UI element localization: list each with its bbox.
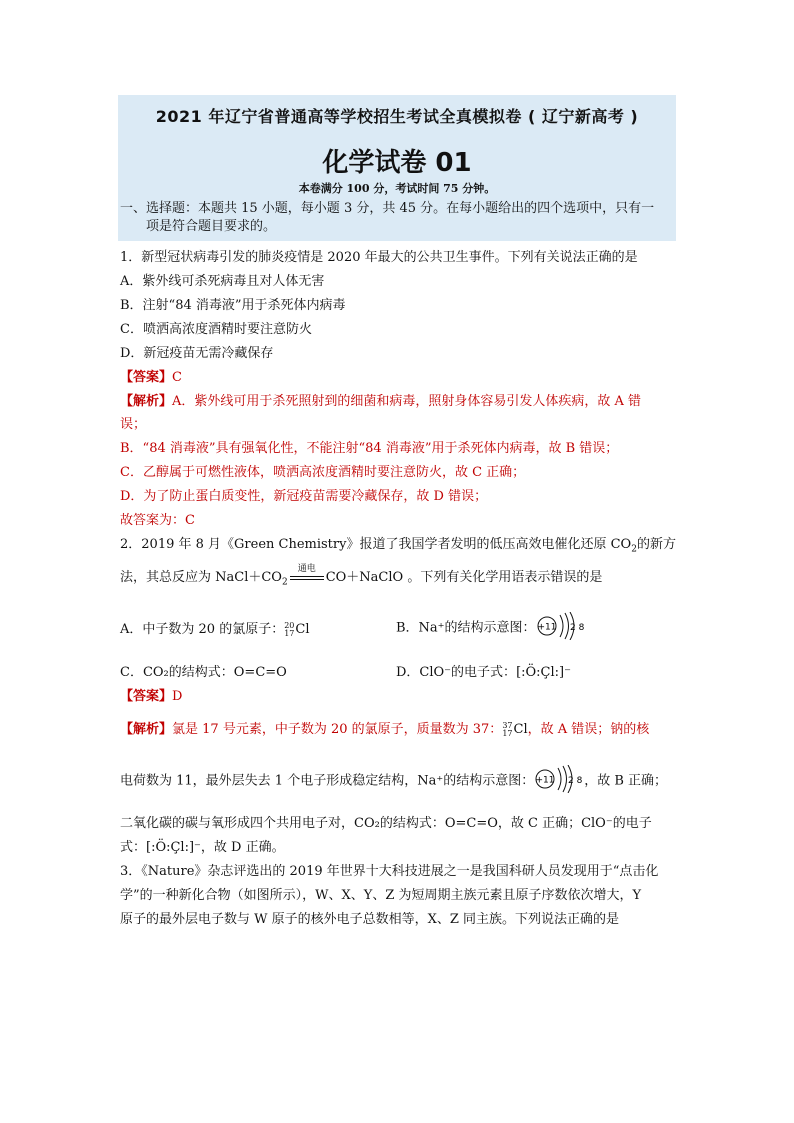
electron-formula: [:Ö:Çl:]⁻ xyxy=(516,665,571,680)
section-intro xyxy=(120,200,676,236)
option-text: B．Na⁺的结构示意图： xyxy=(396,620,536,636)
q1-analysis-2: 误； xyxy=(120,417,147,432)
q1-analysis-5: D．为了防止蛋白质变性，新冠疫苗需要冷藏保存，故 D 错误； xyxy=(120,489,488,504)
na-ion-structure-diagram xyxy=(536,612,586,644)
reaction-condition: 通电 xyxy=(297,564,316,574)
q2-analysis-1 xyxy=(120,718,649,738)
q3-line-3: 原子的最外层电子数与 W 原子的核外电子总数相等，X、Z 同主族。下列说法正确的是 xyxy=(120,912,620,927)
nuclide-notation xyxy=(502,722,512,738)
element-symbol: Cl xyxy=(513,722,528,737)
mass-number: 37 xyxy=(502,720,513,730)
q1-option-c: C．喷洒高浓度酒精时要注意防火 xyxy=(120,322,312,337)
na-nucleus-label: +11 xyxy=(535,775,555,786)
q2-option-a xyxy=(120,618,310,638)
na-ion-structure-diagram xyxy=(534,765,584,797)
q1-option-d: D．新冠疫苗无需冷藏保存 xyxy=(120,346,274,361)
mass-number: 20 xyxy=(284,620,295,630)
q2-analysis-4: 式：[:Ö:Çl:]⁻，故 D 正确。 xyxy=(120,840,285,855)
q2-stem-2 xyxy=(120,566,602,588)
subscript: 2 xyxy=(631,544,637,555)
q2-analysis-2 xyxy=(120,765,667,797)
q3-line-2: 学”的一种新化合物（如图所示），W、X、Y、Z 为短周期主族元素且原子序数依次增大，Y xyxy=(120,888,642,903)
element-symbol: Cl xyxy=(295,622,310,637)
q1-analysis-6: 故答案为：C xyxy=(120,513,195,528)
nuclide-notation xyxy=(284,622,294,638)
na-shell-electrons: 2 8 xyxy=(568,776,583,786)
q1-stem: 1．新型冠状病毒引发的肺炎疫情是 2020 年最大的公共卫生事件。下列有关说法正确的是 xyxy=(120,250,638,265)
analysis-text-end: ，故 B 正确； xyxy=(584,773,668,789)
atomic-number: 17 xyxy=(502,728,513,738)
subscript: 2 xyxy=(281,577,288,588)
option-text: A．中子数为 20 的氯原子： xyxy=(120,622,285,637)
section-intro-line-2: 项是符合题目要求的。 xyxy=(146,219,277,234)
q2-option-c: C．CO₂的结构式：O=C=O xyxy=(120,665,287,680)
answer-value: C xyxy=(172,370,182,385)
answer-value: D xyxy=(172,689,183,704)
q2-stem-end: 的新方 xyxy=(636,537,676,552)
paper-subtitle: 本卷满分 100 分，考试时间 75 分钟。 xyxy=(298,182,496,195)
analysis-text: A．紫外线可用于杀死照射到的细菌和病毒，照射身体容易引发人体疾病，故 A 错 xyxy=(172,394,642,409)
na-nucleus-label: +11 xyxy=(537,622,557,633)
q3-line-1: 3．《Nature》杂志评选出的 2019 年世界十大科技进展之一是我国科研人员发现用于“点击化 xyxy=(120,864,659,879)
q1-answer xyxy=(120,366,182,385)
atomic-number: 17 xyxy=(284,628,295,638)
analysis-text: 电荷数为 11，最外层失去 1 个电子形成稳定结构，Na⁺的结构示意图： xyxy=(120,773,535,789)
analysis-tag: 【解析】 xyxy=(120,722,173,737)
q2-option-d xyxy=(396,661,571,680)
q2-stem-text: 2．2019 年 8 月《Green Chemistry》报道了我国学者发明的低压高效电催化还原 CO xyxy=(120,537,632,552)
exam-title: 2021 年辽宁省普通高等学校招生考试全真模拟卷 ( 辽宁新高考 ) xyxy=(155,107,639,126)
q1-option-a: A．紫外线可杀死病毒且对人体无害 xyxy=(120,274,325,289)
q2-option-b xyxy=(396,612,586,644)
answer-tag: 【答案】 xyxy=(120,689,173,704)
q2-equation-right: CO＋NaClO 。下列有关化学用语表示错误的是 xyxy=(325,570,603,585)
option-text: D．ClO⁻的电子式： xyxy=(396,665,517,680)
q1-analysis-4: C．乙醇属于可燃性液体，喷洒高浓度酒精时要注意防火，故 C 正确； xyxy=(120,465,526,480)
paper-title: 化学试卷 01 xyxy=(322,148,472,178)
q2-stem-1 xyxy=(120,533,676,555)
q1-analysis-1 xyxy=(120,390,641,409)
q2-answer xyxy=(120,685,182,704)
analysis-text: 氯是 17 号元素，中子数为 20 的氯原子，质量数为 37： xyxy=(172,722,503,737)
analysis-text-end: ，故 A 错误；钠的核 xyxy=(527,722,650,737)
q1-analysis-3: B．“84 消毒液”具有强氧化性，不能注射“84 消毒液”用于杀死体内病毒，故 B 错误； xyxy=(120,441,619,456)
na-shell-electrons: 2 8 xyxy=(569,623,584,633)
q1-option-b: B．注射“84 消毒液”用于杀死体内病毒 xyxy=(120,298,346,313)
section-intro-line-1: 一、选择题：本题共 15 小题，每小题 3 分，共 45 分。在每小题给出的四个选项中，只有一 xyxy=(120,201,655,216)
q2-equation-left: 法，其总反应为 NaCl＋CO xyxy=(120,570,282,585)
analysis-tag: 【解析】 xyxy=(120,394,173,409)
answer-tag: 【答案】 xyxy=(120,370,173,385)
reaction-arrow xyxy=(288,564,326,585)
q2-analysis-3: 二氧化碳的碳与氧形成四个共用电子对，CO₂的结构式：O=C=O，故 C 正确；ClO⁻的电子 xyxy=(120,816,652,831)
